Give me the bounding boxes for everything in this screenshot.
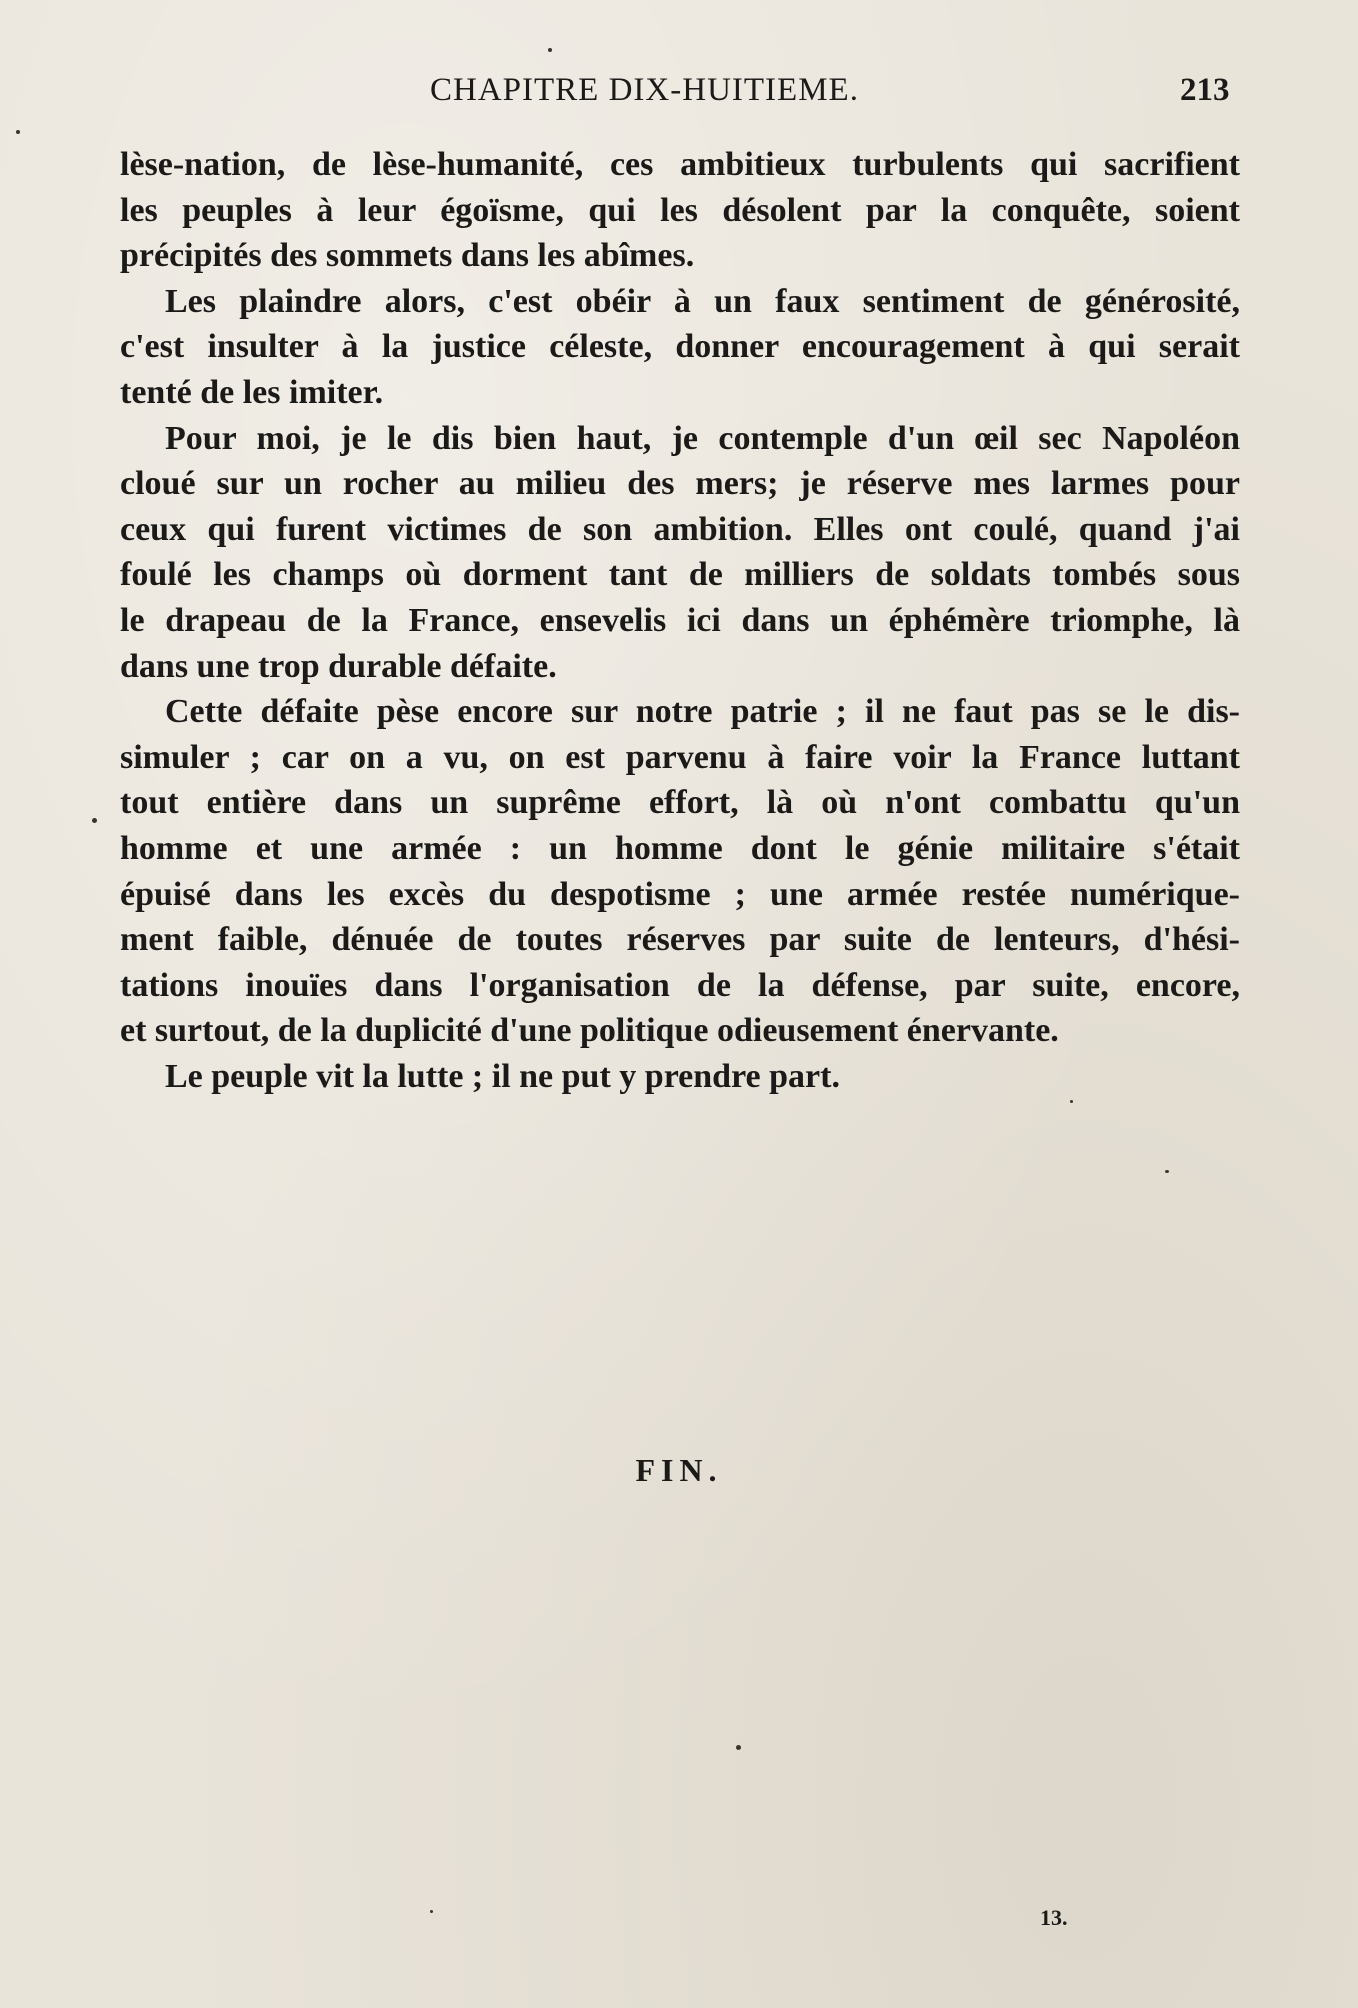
text-line: homme et une armée : un homme dont le génie militaire s'était xyxy=(120,829,1240,867)
text-line: les peuples à leur égoïsme, qui les désolent par la conquête, soient xyxy=(120,191,1240,229)
paper-speck xyxy=(1165,1170,1169,1173)
text-line: Le peuple vit la lutte ; il ne put y prendre part. xyxy=(165,1057,840,1095)
text-line: et surtout, de la duplicité d'une politique odieusement énervante. xyxy=(120,1012,1059,1050)
paper-speck xyxy=(548,48,552,52)
text-line: le drapeau de la France, ensevelis ici dans un éphémère triomphe, là xyxy=(120,601,1240,639)
text-line: c'est insulter à la justice céleste, donner encouragement à qui serait xyxy=(120,328,1240,366)
text-line: tout entière dans un suprême effort, là où n'ont combattu qu'un xyxy=(120,784,1240,822)
text-line: ment faible, dénuée de toutes réserves par suite de lenteurs, d'hési- xyxy=(120,921,1240,959)
paper-speck xyxy=(1070,1100,1073,1103)
text-line: précipités des sommets dans les abîmes. xyxy=(120,237,695,275)
page-number: 213 xyxy=(1180,72,1230,108)
text-line: ceux qui furent victimes de son ambition. Elles ont coulé, quand j'ai xyxy=(120,510,1240,548)
text-line: lèse-nation, de lèse-humanité, ces ambitieux turbulents qui sacrifient xyxy=(120,146,1240,183)
paper-speck xyxy=(16,130,20,134)
text-line: Cette défaite pèse encore sur notre patrie ; il ne faut pas se le dis- xyxy=(165,693,1240,731)
text-line: tations inouïes dans l'organisation de la défense, par suite, encore, xyxy=(120,966,1240,1004)
text-line: foulé les champs où dorment tant de milliers de soldats tombés sous xyxy=(120,556,1240,594)
text-line: simuler ; car on a vu, on est parvenu à faire voir la France luttant xyxy=(120,738,1240,776)
paper-speck xyxy=(92,818,97,823)
text-line: Les plaindre alors, c'est obéir à un faux sentiment de générosité, xyxy=(165,282,1240,320)
text-line: dans une trop durable défaite. xyxy=(120,647,557,685)
text-line: Pour moi, je le dis bien haut, je contemple d'un œil sec Napoléon xyxy=(165,419,1240,457)
text-line: épuisé dans les excès du despotisme ; une armée restée numérique- xyxy=(120,875,1240,913)
chapter-title: CHAPITRE DIX-HUITIEME. xyxy=(430,72,859,108)
end-mark: FIN. xyxy=(635,1452,723,1488)
text-line: tenté de les imiter. xyxy=(120,373,384,411)
paper-speck xyxy=(736,1745,741,1750)
text-line: cloué sur un rocher au milieu des mers; je réserve mes larmes pour xyxy=(120,465,1240,503)
body-text xyxy=(120,142,1240,1099)
running-head xyxy=(0,72,1358,112)
paper-speck xyxy=(430,1910,433,1913)
signature-mark: 13. xyxy=(1040,1905,1068,1930)
